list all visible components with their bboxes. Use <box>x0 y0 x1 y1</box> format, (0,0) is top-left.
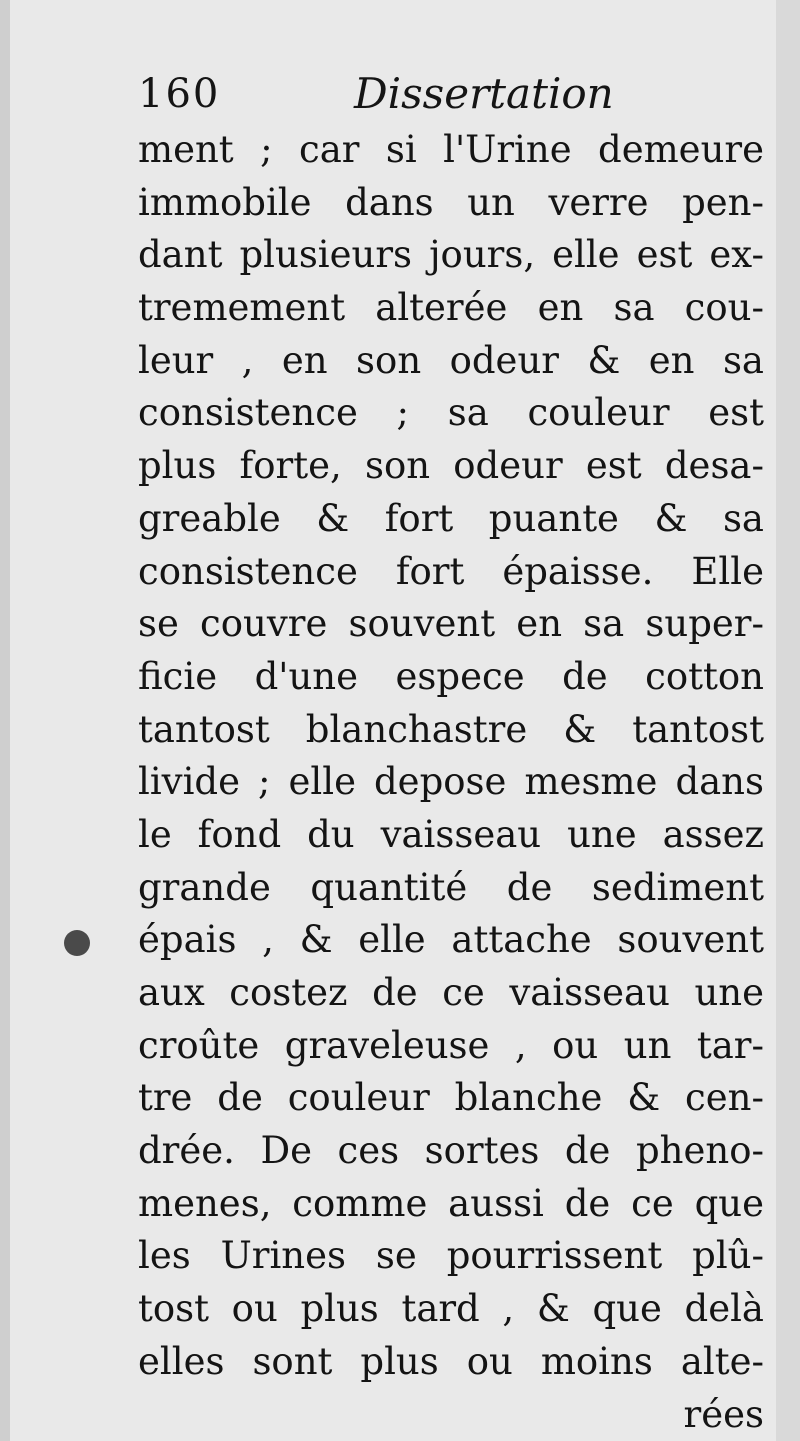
text-line: tantost blanchastre & tantost <box>138 707 764 751</box>
text-line: le fond du vaisseau une assez <box>138 812 764 856</box>
body-text <box>138 124 764 1441</box>
text-line: grande quantité de sediment <box>138 865 764 909</box>
text-line: livide ; elle depose mesme dans <box>138 760 764 804</box>
text-line: consistence ; sa couleur est <box>138 391 764 435</box>
text-line: leur , en son odeur & en sa <box>138 338 764 382</box>
text-line: aux costez de ce vaisseau une <box>138 971 764 1014</box>
page-gutter-shadow <box>0 0 10 1441</box>
text-line: ment ; car si l'Urine demeure <box>138 128 764 171</box>
ink-blot <box>64 930 90 956</box>
running-title: Dissertation <box>354 69 614 118</box>
catchword: rées <box>683 1392 764 1436</box>
page-number: 160 <box>138 71 221 117</box>
text-line: tost ou plus tard , & que delà <box>138 1287 764 1331</box>
text-line: les Urines se pourrissent plû- <box>138 1234 764 1278</box>
text-line: épais , & elle attache souvent <box>138 918 764 962</box>
text-line: plus forte, son odeur est desa- <box>138 444 764 488</box>
text-line: se couvre souvent en sa super- <box>138 602 764 646</box>
text-line: tre de couleur blanche & cen- <box>138 1076 764 1120</box>
text-line: immobile dans un verre pen- <box>138 180 764 224</box>
page-edge <box>776 0 800 1441</box>
text-line: croûte graveleuse , ou un tar- <box>138 1023 764 1067</box>
text-line: tremement alterée en sa cou- <box>138 286 764 330</box>
text-line: elles sont plus ou moins alte- <box>138 1339 764 1383</box>
text-line: consistence fort épaisse. Elle <box>138 549 764 593</box>
text-line: drée. De ces sortes de pheno- <box>138 1129 764 1173</box>
text-line: greable & fort puante & sa <box>138 496 764 540</box>
running-head <box>138 66 638 126</box>
text-line: ficie d'une espece de cotton <box>138 654 764 698</box>
text-line: menes, comme aussi de ce que <box>138 1181 764 1225</box>
text-line: dant plusieurs jours, elle est ex- <box>138 233 764 277</box>
